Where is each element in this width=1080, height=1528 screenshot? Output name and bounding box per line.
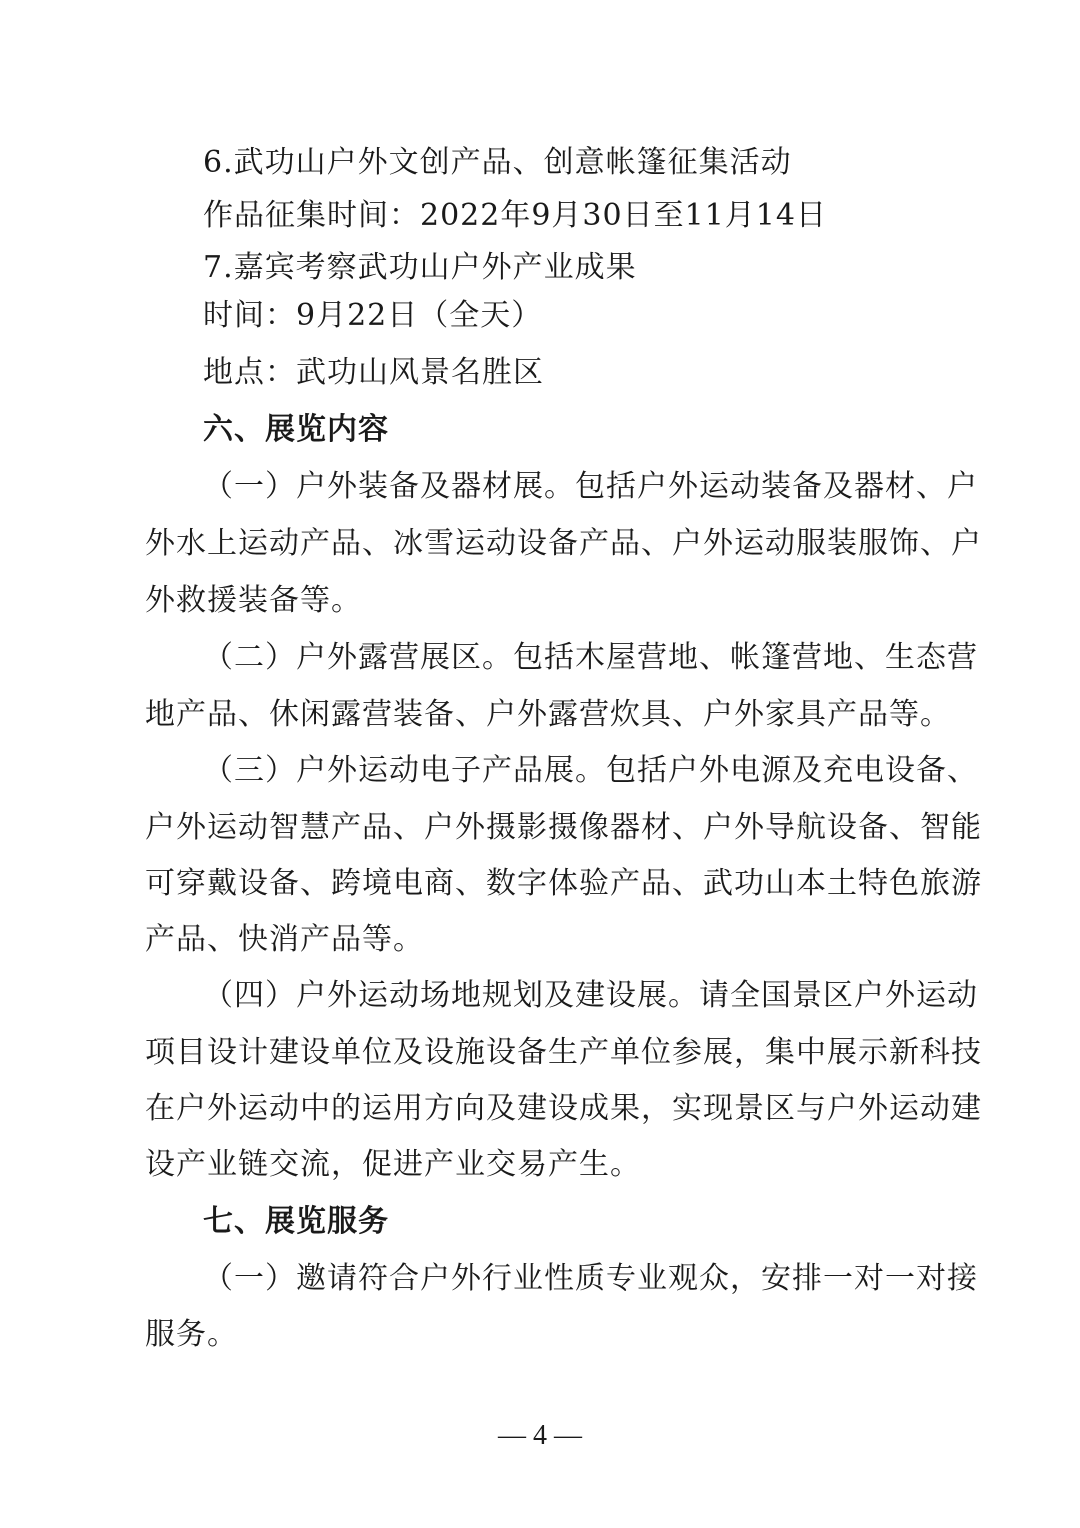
activity-7-title: 7.嘉宾考察武功山户外产业成果	[203, 250, 637, 285]
section-6-paragraph-2-line-1: （二）户外露营展区。包括木屋营地、帐篷营地、生态营	[203, 640, 978, 675]
section-6-paragraph-4-line-1: （四）户外运动场地规划及建设展。请全国景区户外运动	[203, 978, 978, 1013]
section-6-paragraph-4-line-3: 在户外运动中的运用方向及建设成果，实现景区与户外运动建	[145, 1091, 982, 1126]
activity-7-location: 地点：武功山风景名胜区	[203, 355, 544, 390]
section-6-paragraph-1-line-3: 外救援装备等。	[145, 583, 362, 618]
section-6-heading: 六、展览内容	[203, 412, 389, 447]
section-6-paragraph-3-line-2: 户外运动智慧产品、户外摄影摄像器材、户外导航设备、智能	[145, 810, 982, 845]
activity-6-title: 6.武功山户外文创产品、创意帐篷征集活动	[203, 145, 792, 180]
section-6-paragraph-3-line-1: （三）户外运动电子产品展。包括户外电源及充电设备、	[203, 753, 978, 788]
page-number: — 4 —	[498, 1420, 582, 1451]
section-7-heading: 七、展览服务	[203, 1204, 389, 1239]
section-6-paragraph-3-line-3: 可穿戴设备、跨境电商、数字体验产品、武功山本土特色旅游	[145, 866, 982, 901]
section-6-paragraph-3-line-4: 产品、快消产品等。	[145, 922, 424, 957]
activity-6-time: 作品征集时间：2022年9月30日至11月14日	[203, 198, 827, 233]
activity-7-time: 时间：9月22日（全天）	[203, 298, 543, 333]
section-7-paragraph-1-line-1: （一）邀请符合户外行业性质专业观众，安排一对一对接	[203, 1261, 978, 1296]
section-6-paragraph-4-line-4: 设产业链交流，促进产业交易产生。	[145, 1147, 641, 1182]
section-6-paragraph-1-line-2: 外水上运动产品、冰雪运动设备产品、户外运动服装服饰、户	[145, 526, 982, 561]
section-7-paragraph-1-line-2: 服务。	[145, 1317, 238, 1352]
section-6-paragraph-4-line-2: 项目设计建设单位及设施设备生产单位参展，集中展示新科技	[145, 1035, 982, 1070]
section-6-paragraph-2-line-2: 地产品、休闲露营装备、户外露营炊具、户外家具产品等。	[145, 697, 951, 732]
section-6-paragraph-1-line-1: （一）户外装备及器材展。包括户外运动装备及器材、户	[203, 469, 978, 504]
